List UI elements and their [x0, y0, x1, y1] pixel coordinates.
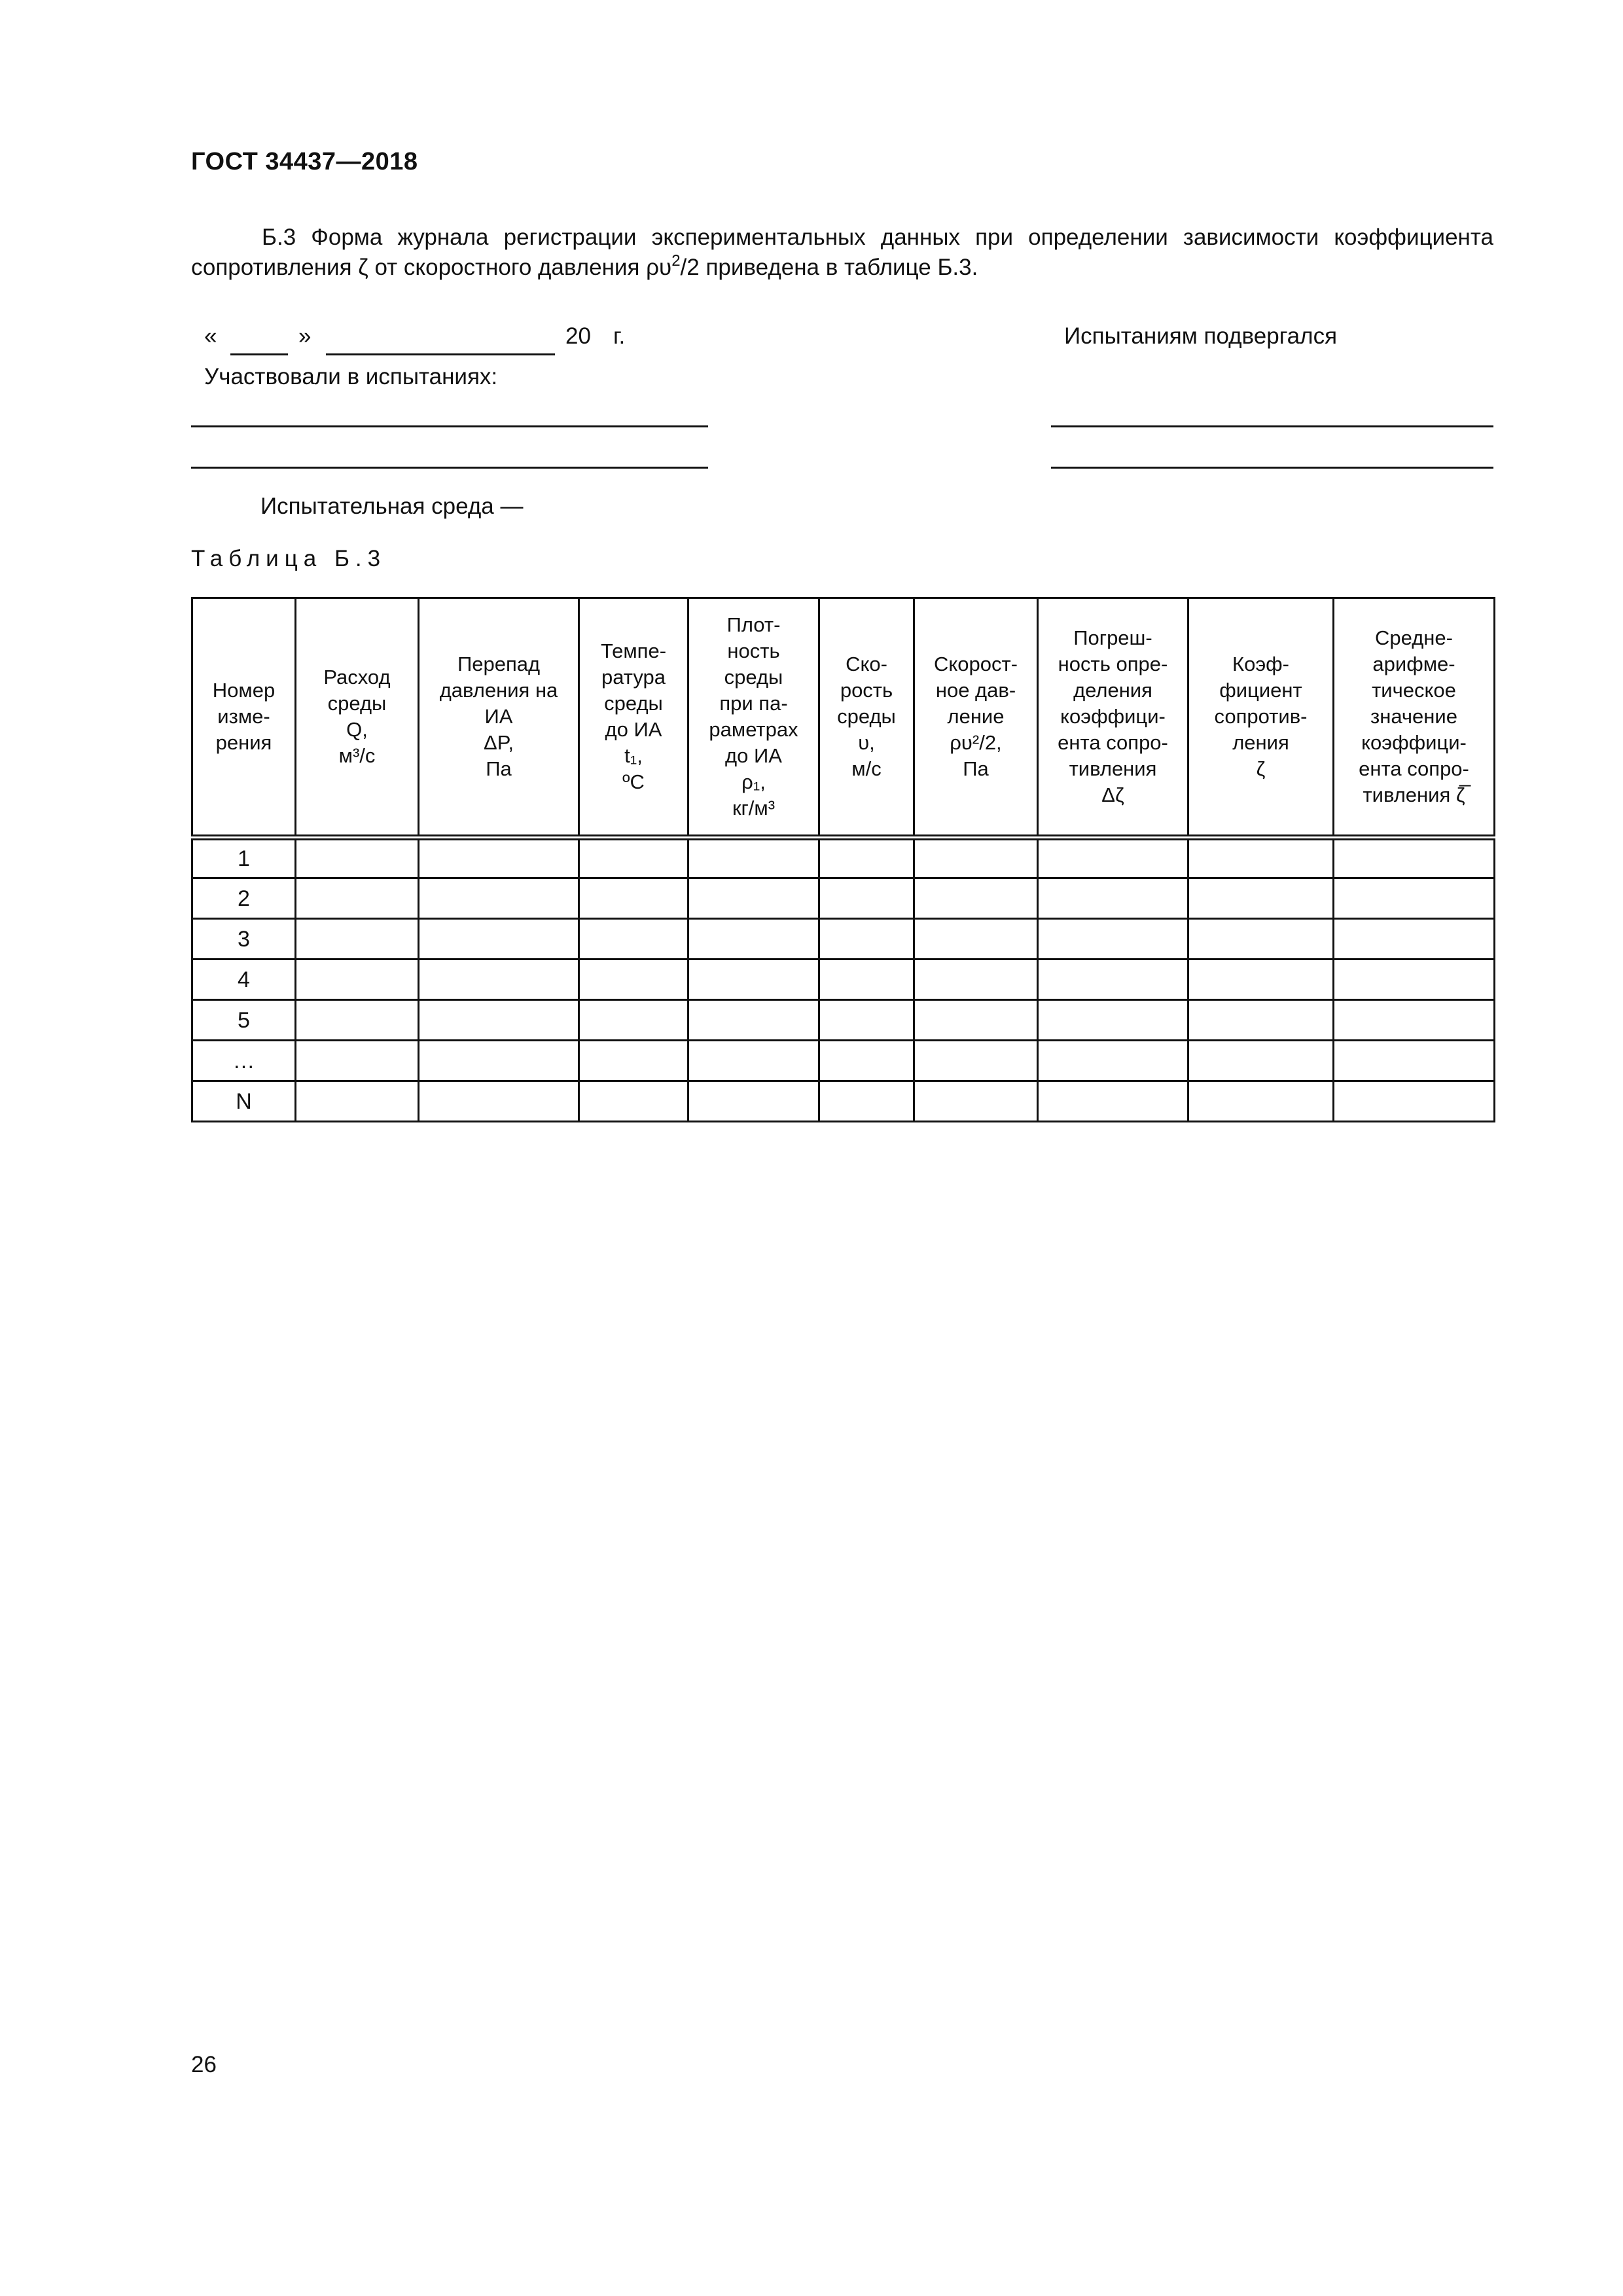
intro-text-after: /2 приведена в таблице Б.3. — [680, 255, 978, 280]
measurement-number-cell: 4 — [192, 960, 296, 1000]
table-row — [192, 1081, 1495, 1122]
page-number: 26 — [191, 2052, 217, 2077]
participant-line-1[interactable] — [191, 425, 708, 427]
column-header-line: коэффици- — [1361, 731, 1467, 754]
column-header-line: раметрах — [709, 718, 798, 741]
data-entry-cell[interactable] — [914, 1041, 1038, 1081]
column-header-8 — [1038, 598, 1188, 838]
column-header-line: ИА — [484, 705, 513, 728]
column-header-line: сопротив- — [1214, 705, 1308, 728]
column-header-2 — [296, 598, 419, 838]
data-entry-cell[interactable] — [1334, 838, 1495, 878]
column-header-line: среды — [327, 692, 387, 715]
column-header-line: м/с — [851, 757, 882, 780]
data-entry-cell[interactable] — [819, 838, 914, 878]
column-header-line: Погреш- — [1073, 626, 1152, 649]
measurement-log-table — [191, 597, 1495, 1122]
data-entry-cell[interactable] — [1334, 878, 1495, 919]
data-entry-cell[interactable] — [579, 919, 688, 960]
data-entry-cell[interactable] — [688, 1000, 819, 1041]
column-header-line: кг/м³ — [732, 797, 776, 819]
column-header-line: тивления — [1069, 757, 1157, 780]
document-header: ГОСТ 34437—2018 — [191, 148, 418, 175]
table-row — [192, 919, 1495, 960]
data-entry-cell[interactable] — [1038, 1041, 1188, 1081]
measurement-number-cell: 2 — [192, 878, 296, 919]
column-header-line: ΔP, — [483, 731, 514, 754]
column-header-line: Перепад — [457, 653, 541, 675]
column-header-line: давления на — [439, 679, 558, 702]
intro-paragraph — [191, 223, 1493, 283]
data-entry-cell[interactable] — [1334, 919, 1495, 960]
column-header-10 — [1334, 598, 1495, 838]
data-entry-cell[interactable] — [914, 878, 1038, 919]
data-entry-cell[interactable] — [914, 919, 1038, 960]
column-header-line: изме- — [217, 705, 270, 728]
data-entry-cell[interactable] — [1188, 1081, 1334, 1122]
table-body — [192, 838, 1495, 1122]
date-year-prefix: 20 — [565, 323, 591, 349]
column-header-line: Скорост- — [933, 653, 1018, 675]
column-header-7 — [914, 598, 1038, 838]
intro-text-before: Б.3 Форма журнала регистрации экспериментальных данных при определении зависимости коэффициента сопротивления ζ от скоростного давления ρυ — [191, 224, 1493, 280]
data-entry-cell[interactable] — [819, 878, 914, 919]
data-entry-cell[interactable] — [579, 960, 688, 1000]
column-header-9 — [1188, 598, 1334, 838]
column-header-line: среды — [837, 705, 896, 728]
data-entry-cell[interactable] — [579, 1000, 688, 1041]
measurement-number-cell: … — [192, 1041, 296, 1081]
data-entry-cell[interactable] — [579, 838, 688, 878]
column-header-line: ента сопро- — [1058, 731, 1168, 754]
day-blank-line[interactable] — [230, 353, 288, 355]
data-entry-cell[interactable] — [1188, 1041, 1334, 1081]
measurement-number-cell: 1 — [192, 838, 296, 878]
column-header-line: арифме- — [1372, 653, 1455, 675]
data-entry-cell[interactable] — [914, 1081, 1038, 1122]
column-header-line: Па — [963, 757, 989, 780]
data-entry-cell[interactable] — [296, 1000, 419, 1041]
column-header-6 — [819, 598, 914, 838]
column-header-line: среды — [604, 692, 663, 715]
data-entry-cell[interactable] — [419, 960, 579, 1000]
column-header-line: Δζ — [1101, 783, 1124, 806]
data-entry-cell[interactable] — [688, 838, 819, 878]
column-header-line: до ИА — [725, 744, 782, 767]
data-entry-cell[interactable] — [296, 919, 419, 960]
date-quote-close: » — [298, 323, 312, 349]
data-entry-cell[interactable] — [914, 838, 1038, 878]
data-entry-cell[interactable] — [296, 1081, 419, 1122]
column-header-4 — [579, 598, 688, 838]
tested-object-label: Испытаниям подвергался — [1064, 323, 1338, 349]
data-entry-cell[interactable] — [1038, 1081, 1188, 1122]
table-caption: Таблица Б.3 — [191, 546, 387, 571]
data-entry-cell[interactable] — [419, 919, 579, 960]
column-header-line: Па — [486, 757, 512, 780]
data-entry-cell[interactable] — [419, 878, 579, 919]
column-header-line: тическое — [1372, 679, 1456, 702]
column-header-line: м³/с — [338, 744, 376, 767]
data-entry-cell[interactable] — [419, 838, 579, 878]
data-entry-cell[interactable] — [1334, 960, 1495, 1000]
data-entry-cell[interactable] — [296, 878, 419, 919]
column-header-line: до ИА — [605, 718, 662, 741]
data-entry-cell[interactable] — [688, 878, 819, 919]
column-header-5 — [688, 598, 819, 838]
month-blank-line[interactable] — [326, 353, 555, 355]
column-header-line: значение — [1370, 705, 1457, 728]
data-entry-cell[interactable] — [1038, 960, 1188, 1000]
data-entry-cell[interactable] — [914, 1000, 1038, 1041]
participants-label: Участвовали в испытаниях: — [204, 364, 498, 389]
column-header-line: Ско- — [846, 653, 887, 675]
data-entry-cell[interactable] — [419, 1081, 579, 1122]
table-row — [192, 1000, 1495, 1041]
column-header-line: тивления ζ̅ — [1363, 783, 1465, 806]
column-header-3 — [419, 598, 579, 838]
column-header-line: ления — [1232, 731, 1289, 754]
participant-line-2[interactable] — [191, 467, 708, 469]
data-entry-cell[interactable] — [1188, 960, 1334, 1000]
column-header-line: ратура — [601, 666, 666, 689]
data-entry-cell[interactable] — [1188, 878, 1334, 919]
column-header-line: ление — [947, 705, 1005, 728]
data-entry-cell[interactable] — [296, 960, 419, 1000]
data-entry-cell[interactable] — [579, 1041, 688, 1081]
tested-object-line-1[interactable] — [1051, 425, 1493, 427]
table-row — [192, 960, 1495, 1000]
data-entry-cell[interactable] — [1334, 1000, 1495, 1041]
data-entry-cell[interactable] — [1038, 919, 1188, 960]
column-header-line: ента сопро- — [1359, 757, 1469, 780]
column-header-line: ность — [727, 639, 780, 662]
column-header-line: t₁, — [624, 744, 643, 767]
column-header-line: фициент — [1219, 679, 1302, 702]
data-entry-cell[interactable] — [819, 1000, 914, 1041]
data-entry-cell[interactable] — [819, 1081, 914, 1122]
data-entry-cell[interactable] — [688, 960, 819, 1000]
table-header-row — [192, 598, 1495, 838]
data-entry-cell[interactable] — [1038, 878, 1188, 919]
tested-object-line-2[interactable] — [1051, 467, 1493, 469]
data-entry-cell[interactable] — [819, 919, 914, 960]
measurement-number-cell: 3 — [192, 919, 296, 960]
column-header-line: ρυ²/2, — [950, 731, 1002, 754]
column-header-line: Коэф- — [1232, 653, 1289, 675]
column-header-line: Средне- — [1375, 626, 1453, 649]
data-entry-cell[interactable] — [914, 960, 1038, 1000]
data-entry-cell[interactable] — [1188, 838, 1334, 878]
data-entry-cell[interactable] — [296, 1041, 419, 1081]
data-entry-cell[interactable] — [1334, 1041, 1495, 1081]
data-entry-cell[interactable] — [579, 878, 688, 919]
data-entry-cell[interactable] — [1334, 1081, 1495, 1122]
data-entry-cell[interactable] — [419, 1000, 579, 1041]
column-header-line: ное дав- — [935, 679, 1016, 702]
data-entry-cell[interactable] — [1188, 1000, 1334, 1041]
data-entry-cell[interactable] — [1038, 838, 1188, 878]
column-header-line: при па- — [719, 692, 788, 715]
data-entry-cell[interactable] — [819, 1041, 914, 1081]
data-entry-cell[interactable] — [688, 1081, 819, 1122]
column-header-line: Q, — [346, 718, 368, 741]
data-entry-cell[interactable] — [819, 960, 914, 1000]
data-entry-cell[interactable] — [1038, 1000, 1188, 1041]
column-header-line: Плот- — [726, 613, 781, 636]
column-header-line: коэффици- — [1060, 705, 1166, 728]
column-header-line: Расход — [323, 666, 391, 689]
data-entry-cell[interactable] — [688, 919, 819, 960]
data-entry-cell[interactable] — [579, 1081, 688, 1122]
data-entry-cell[interactable] — [1188, 919, 1334, 960]
column-header-line: среды — [724, 666, 783, 689]
column-header-line: ρ₁, — [741, 770, 766, 793]
column-header-1 — [192, 598, 296, 838]
table-row — [192, 878, 1495, 919]
column-header-line: Темпе- — [600, 639, 667, 662]
table-row — [192, 1041, 1495, 1081]
table-row — [192, 838, 1495, 878]
intro-superscript: 2 — [671, 252, 681, 270]
column-header-line: рость — [840, 679, 893, 702]
column-header-line: υ, — [858, 731, 875, 754]
column-header-line: деления — [1073, 679, 1152, 702]
data-entry-cell[interactable] — [296, 838, 419, 878]
data-entry-cell[interactable] — [419, 1041, 579, 1081]
date-year-suffix: г. — [613, 323, 626, 349]
column-header-line: ζ — [1256, 757, 1266, 780]
column-header-line: рения — [215, 731, 272, 754]
data-entry-cell[interactable] — [688, 1041, 819, 1081]
measurement-number-cell: N — [192, 1081, 296, 1122]
column-header-line: ºС — [622, 770, 645, 793]
column-header-line: ность опре- — [1058, 653, 1168, 675]
date-quote-open: « — [204, 323, 217, 349]
measurement-number-cell: 5 — [192, 1000, 296, 1041]
test-medium-label: Испытательная среда — — [260, 493, 524, 519]
column-header-line: Номер — [212, 679, 276, 702]
